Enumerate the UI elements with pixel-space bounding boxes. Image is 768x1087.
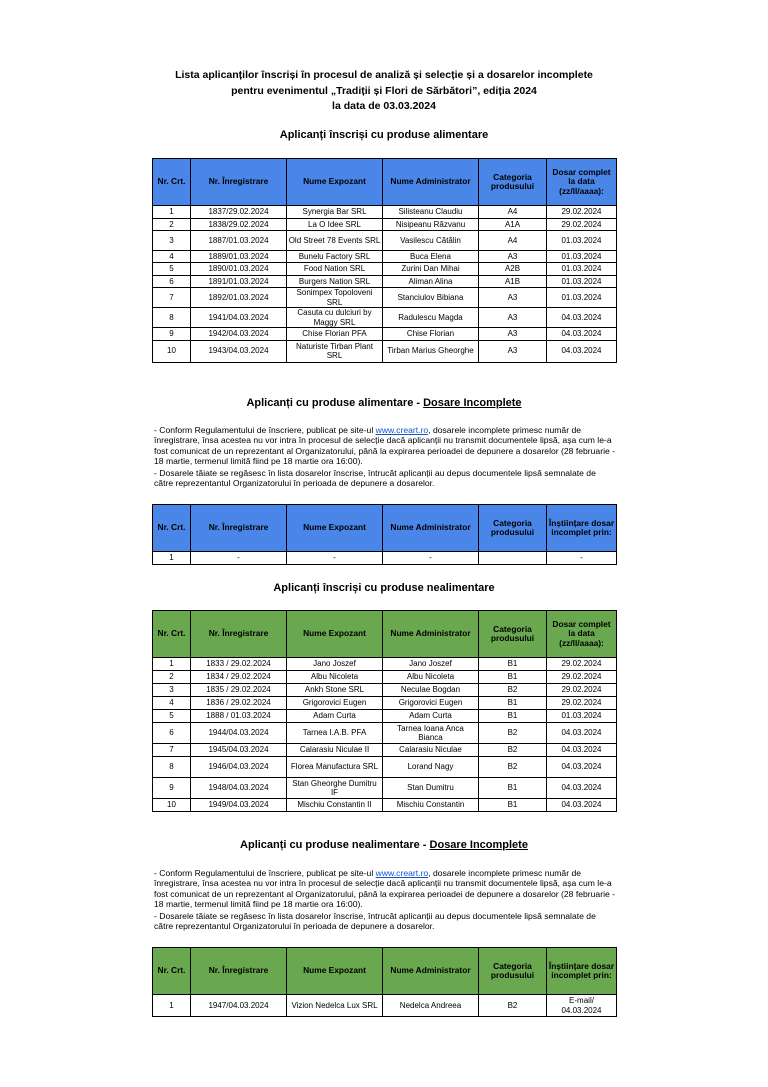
- cell-status: 04.03.2024: [547, 340, 617, 362]
- note-striked-paragraph: - Dosarele tăiate se regăsesc în lista dosarelor înscrise, întrucât aplicanții au depus documentele lipsă semnalate de către reprezentantul Organizatorului în perioada de depunere a dosarelor.: [154, 467, 596, 489]
- table-row: [153, 275, 617, 288]
- doc-title-line-1: Lista aplicanților înscriși în procesul de analiză și selecție și a dosarelor incomplete: [175, 69, 593, 81]
- section-title-nonfood-incomplete: [0, 839, 768, 851]
- cell-nr-inregistrare: 1887/01.03.2024: [191, 231, 287, 251]
- cell-categoria-produsului: B1: [479, 697, 547, 710]
- cell-categoria-produsului: A3: [479, 250, 547, 263]
- cell-status: 29.02.2024: [547, 206, 617, 219]
- cell-status: 01.03.2024: [547, 710, 617, 723]
- table-row: [153, 799, 617, 812]
- cell-status: 29.02.2024: [547, 218, 617, 231]
- cell-nr-crt: 2: [153, 671, 191, 684]
- section-title-text: Aplicanți cu produse nealimentare -: [240, 839, 430, 851]
- table-row: [153, 231, 617, 251]
- cell-nr-crt: 3: [153, 231, 191, 251]
- header-nume-administrator: Nume Administrator: [383, 948, 479, 995]
- doc-title-line-2: pentru evenimentul „Tradiții și Flori de Sărbători”, ediția 2024: [231, 85, 537, 97]
- cell-nume-administrator: Radulescu Magda: [383, 308, 479, 328]
- cell-status: 01.03.2024: [547, 263, 617, 276]
- cell-nr-crt: 4: [153, 697, 191, 710]
- cell-nume-administrator: Zurini Dan Mihai: [383, 263, 479, 276]
- header-nr-crt: Nr. Crt.: [153, 948, 191, 995]
- table-row: [153, 723, 617, 744]
- cell-status: 04.03.2024: [547, 744, 617, 757]
- cell-status: 29.02.2024: [547, 658, 617, 671]
- cell-status: 29.02.2024: [547, 671, 617, 684]
- cell-categoria-produsului: B2: [479, 723, 547, 744]
- cell-nr-inregistrare: 1947/04.03.2024: [191, 995, 287, 1017]
- cell-nr-crt: 1: [153, 658, 191, 671]
- cell-nr-inregistrare: 1941/04.03.2024: [191, 308, 287, 328]
- header-nume-administrator: Nume Administrator: [383, 505, 479, 552]
- header-categoria-produsului: Categoria produsului: [479, 948, 547, 995]
- cell-nume-administrator: Lorand Nagy: [383, 757, 479, 778]
- cell-nr-crt: 6: [153, 723, 191, 744]
- cell-nr-inregistrare: 1892/01.03.2024: [191, 288, 287, 308]
- table-header-row: [153, 159, 617, 206]
- cell-nume-expozant: Ankh Stone SRL: [287, 684, 383, 697]
- cell-status: 04.03.2024: [547, 723, 617, 744]
- cell-nume-expozant: Grigorovici Eugen: [287, 697, 383, 710]
- note-text: - Conform Regulamentului de înscriere, publicat pe site-ul: [154, 868, 376, 878]
- cell-nr-inregistrare: 1890/01.03.2024: [191, 263, 287, 276]
- table-food-incomplete: [152, 504, 617, 565]
- cell-nume-expozant: Bunelu Factory SRL: [287, 250, 383, 263]
- cell-nume-administrator: Nisipeanu Răzvanu: [383, 218, 479, 231]
- cell-nr-inregistrare: 1838/29.02.2024: [191, 218, 287, 231]
- table-header-row: [153, 948, 617, 995]
- cell-status: 29.02.2024: [547, 684, 617, 697]
- cell-nume-expozant: -: [287, 552, 383, 565]
- table-row: [153, 340, 617, 362]
- cell-categoria-produsului: [479, 552, 547, 565]
- cell-nume-expozant: Mischiu Constantin II: [287, 799, 383, 812]
- cell-status: 01.03.2024: [547, 250, 617, 263]
- cell-nr-inregistrare: 1834 / 29.02.2024: [191, 671, 287, 684]
- note-food-incomplete: [154, 425, 616, 489]
- table-row: [153, 263, 617, 276]
- cell-categoria-produsului: A3: [479, 308, 547, 328]
- cell-nume-expozant: Naturiste Tirban Plant SRL: [287, 340, 383, 362]
- header-nr-crt: Nr. Crt.: [153, 159, 191, 206]
- header-nume-administrator: Nume Administrator: [383, 159, 479, 206]
- cell-nr-inregistrare: 1944/04.03.2024: [191, 723, 287, 744]
- cell-status: 04.03.2024: [547, 778, 617, 799]
- cell-categoria-produsului: B1: [479, 658, 547, 671]
- table-row: [153, 710, 617, 723]
- cell-status: 04.03.2024: [547, 799, 617, 812]
- header-nume-administrator: Nume Administrator: [383, 611, 479, 658]
- header-status: Dosar complet la data (zz/ll/aaaa):: [547, 159, 617, 206]
- cell-nume-administrator: Tirban Marius Gheorghe: [383, 340, 479, 362]
- table-header-row: [153, 611, 617, 658]
- cell-nr-inregistrare: 1891/01.03.2024: [191, 275, 287, 288]
- table-row: [153, 671, 617, 684]
- cell-categoria-produsului: A3: [479, 328, 547, 341]
- cell-status: 01.03.2024: [547, 288, 617, 308]
- cell-nr-crt: 9: [153, 328, 191, 341]
- cell-nume-administrator: Aliman Alina: [383, 275, 479, 288]
- note-text: , dosarele incomplete primesc număr de înregistrare, însa acestea nu vor intra în procesul de selecție dacă aplicanții nu transmit documentele lipsă, așa cum le-a fost comunicat de un reprezentant al Organizatorului, până la expirarea perioadei de depunere a dosarelor (28 februarie - 18 martie, termenul limită fiind pe 18 martie ora 16:00).: [154, 868, 616, 910]
- cell-nr-crt: 10: [153, 340, 191, 362]
- header-nr-crt: Nr. Crt.: [153, 611, 191, 658]
- table-nonfood-incomplete: [152, 947, 617, 1017]
- table-nonfood-registered: [152, 610, 617, 812]
- cell-nr-inregistrare: 1949/04.03.2024: [191, 799, 287, 812]
- cell-nume-administrator: Adam Curta: [383, 710, 479, 723]
- header-status: Înștiințare dosar incomplet prin:: [547, 948, 617, 995]
- cell-nume-administrator: Jano Joszef: [383, 658, 479, 671]
- creart-link[interactable]: www.creart.ro: [375, 425, 429, 435]
- table-row: [153, 697, 617, 710]
- cell-categoria-produsului: B1: [479, 671, 547, 684]
- section-title-nonfood-registered: Aplicanți înscriși cu produse nealimentare: [273, 582, 495, 594]
- cell-status: -: [547, 552, 617, 565]
- cell-nume-expozant: Vizion Nedelca Lux SRL: [287, 995, 383, 1017]
- cell-nume-administrator: Buca Elena: [383, 250, 479, 263]
- cell-nr-inregistrare: 1888 / 01.03.2024: [191, 710, 287, 723]
- section-title-food-incomplete: [0, 397, 768, 409]
- cell-categoria-produsului: A4: [479, 206, 547, 219]
- cell-nr-crt: 1: [153, 995, 191, 1017]
- cell-categoria-produsului: B1: [479, 778, 547, 799]
- cell-nume-administrator: Chise Florian: [383, 328, 479, 341]
- cell-nume-expozant: Casuta cu dulciuri by Maggy SRL: [287, 308, 383, 328]
- cell-nume-administrator: Grigorovici Eugen: [383, 697, 479, 710]
- cell-nume-expozant: Synergia Bar SRL: [287, 206, 383, 219]
- cell-nr-crt: 5: [153, 263, 191, 276]
- doc-title-date: la data de 03.03.2024: [332, 100, 436, 112]
- table-row: [153, 308, 617, 328]
- cell-status: 29.02.2024: [547, 697, 617, 710]
- cell-status: 04.03.2024: [547, 308, 617, 328]
- table-row: [153, 658, 617, 671]
- note-nonfood-incomplete: [154, 868, 616, 932]
- cell-nr-crt: 1: [153, 206, 191, 219]
- cell-nr-inregistrare: 1833 / 29.02.2024: [191, 658, 287, 671]
- table-row: [153, 288, 617, 308]
- header-nume-expozant: Nume Expozant: [287, 159, 383, 206]
- table-row: [153, 995, 617, 1017]
- header-categoria-produsului: Categoria produsului: [479, 159, 547, 206]
- cell-categoria-produsului: B2: [479, 744, 547, 757]
- table-food-registered: [152, 158, 617, 363]
- header-nr-inregistrare: Nr. Înregistrare: [191, 611, 287, 658]
- cell-nume-expozant: Old Street 78 Events SRL: [287, 231, 383, 251]
- header-nume-expozant: Nume Expozant: [287, 611, 383, 658]
- cell-nume-expozant: Jano Joszef: [287, 658, 383, 671]
- table-header-row: [153, 505, 617, 552]
- cell-nr-crt: 8: [153, 308, 191, 328]
- header-status: Înștiințare dosar incomplet prin:: [547, 505, 617, 552]
- cell-categoria-produsului: B1: [479, 799, 547, 812]
- cell-nr-crt: 5: [153, 710, 191, 723]
- cell-nume-expozant: Albu Nicoleta: [287, 671, 383, 684]
- cell-nr-crt: 9: [153, 778, 191, 799]
- cell-nume-administrator: Stanciulov Bibiana: [383, 288, 479, 308]
- cell-nr-inregistrare: 1889/01.03.2024: [191, 250, 287, 263]
- header-categoria-produsului: Categoria produsului: [479, 505, 547, 552]
- cell-categoria-produsului: A4: [479, 231, 547, 251]
- cell-categoria-produsului: B2: [479, 995, 547, 1017]
- cell-nume-administrator: -: [383, 552, 479, 565]
- cell-categoria-produsului: A3: [479, 288, 547, 308]
- cell-nume-expozant: Tarnea I.A.B. PFA: [287, 723, 383, 744]
- cell-nume-expozant: Florea Manufactura SRL: [287, 757, 383, 778]
- table-row: [153, 328, 617, 341]
- cell-nume-expozant: Food Nation SRL: [287, 263, 383, 276]
- cell-nr-inregistrare: 1948/04.03.2024: [191, 778, 287, 799]
- section-title-underlined: Dosare Incomplete: [429, 839, 528, 851]
- table-row: [153, 552, 617, 565]
- cell-nume-administrator: Mischiu Constantin: [383, 799, 479, 812]
- section-title-text: Aplicanți cu produse alimentare -: [246, 397, 424, 409]
- cell-nume-administrator: Calarasiu Niculae: [383, 744, 479, 757]
- cell-nr-inregistrare: 1945/04.03.2024: [191, 744, 287, 757]
- cell-nume-expozant: Sonimpex Topoloveni SRL: [287, 288, 383, 308]
- cell-nr-crt: 10: [153, 799, 191, 812]
- cell-nume-expozant: Adam Curta: [287, 710, 383, 723]
- cell-nume-expozant: Chise Florian PFA: [287, 328, 383, 341]
- cell-nume-expozant: Stan Gheorghe Dumitru IF: [287, 778, 383, 799]
- cell-nr-crt: 2: [153, 218, 191, 231]
- cell-status: 01.03.2024: [547, 231, 617, 251]
- cell-nr-crt: 7: [153, 288, 191, 308]
- cell-nr-crt: 8: [153, 757, 191, 778]
- cell-nr-inregistrare: 1942/04.03.2024: [191, 328, 287, 341]
- section-title-food-registered: Aplicanți înscriși cu produse alimentare: [279, 129, 489, 141]
- cell-categoria-produsului: B1: [479, 710, 547, 723]
- table-row: [153, 757, 617, 778]
- cell-nr-crt: 4: [153, 250, 191, 263]
- table-row: [153, 206, 617, 219]
- cell-nr-crt: 3: [153, 684, 191, 697]
- note-rule-paragraph: [154, 425, 616, 467]
- table-row: [153, 250, 617, 263]
- cell-nr-inregistrare: 1943/04.03.2024: [191, 340, 287, 362]
- table-row: [153, 744, 617, 757]
- cell-status: 04.03.2024: [547, 328, 617, 341]
- cell-categoria-produsului: A1B: [479, 275, 547, 288]
- cell-nume-administrator: Vasilescu Cătălin: [383, 231, 479, 251]
- note-striked-paragraph: - Dosarele tăiate se regăsesc în lista dosarelor înscrise, întrucât aplicanții au depus documentele lipsă semnalate de către reprezentantul Organizatorului în perioada de depunere a dosarelor.: [154, 910, 596, 932]
- cell-nr-inregistrare: -: [191, 552, 287, 565]
- cell-nume-expozant: Burgers Nation SRL: [287, 275, 383, 288]
- creart-link[interactable]: www.creart.ro: [375, 868, 429, 878]
- cell-status: 04.03.2024: [547, 757, 617, 778]
- cell-categoria-produsului: A3: [479, 340, 547, 362]
- cell-nume-expozant: Calarasiu Niculae II: [287, 744, 383, 757]
- cell-nr-inregistrare: 1836 / 29.02.2024: [191, 697, 287, 710]
- header-status: Dosar complet la data (zz/ll/aaaa):: [547, 611, 617, 658]
- cell-nume-administrator: Silisteanu Claudiu: [383, 206, 479, 219]
- cell-categoria-produsului: A1A: [479, 218, 547, 231]
- table-row: [153, 684, 617, 697]
- cell-nr-inregistrare: 1946/04.03.2024: [191, 757, 287, 778]
- table-row: [153, 778, 617, 799]
- cell-nume-administrator: Nedelca Andreea: [383, 995, 479, 1017]
- cell-categoria-produsului: B2: [479, 757, 547, 778]
- cell-nume-expozant: La O Idee SRL: [287, 218, 383, 231]
- note-text: - Conform Regulamentului de înscriere, publicat pe site-ul: [154, 425, 376, 435]
- cell-nr-crt: 6: [153, 275, 191, 288]
- note-text: , dosarele incomplete primesc număr de înregistrare, însa acestea nu vor intra în procesul de selecție dacă aplicanții nu transmit documentele lipsă, așa cum le-a fost comunicat de un reprezentant al Organizatorului, până la expirarea perioadei de depunere a dosarelor (28 februarie - 18 martie, termenul limită fiind pe 18 martie ora 16:00).: [154, 425, 616, 467]
- cell-nr-crt: 7: [153, 744, 191, 757]
- cell-nr-inregistrare: 1835 / 29.02.2024: [191, 684, 287, 697]
- cell-nr-inregistrare: 1837/29.02.2024: [191, 206, 287, 219]
- cell-status: 01.03.2024: [547, 275, 617, 288]
- cell-status: E-mail/ 04.03.2024: [547, 995, 617, 1017]
- cell-nr-crt: 1: [153, 552, 191, 565]
- cell-nume-administrator: Stan Dumitru: [383, 778, 479, 799]
- section-title-underlined: Dosare Incomplete: [423, 397, 522, 409]
- cell-categoria-produsului: B2: [479, 684, 547, 697]
- cell-categoria-produsului: A2B: [479, 263, 547, 276]
- header-nr-crt: Nr. Crt.: [153, 505, 191, 552]
- table-row: [153, 218, 617, 231]
- header-nume-expozant: Nume Expozant: [287, 948, 383, 995]
- cell-nume-administrator: Neculae Bogdan: [383, 684, 479, 697]
- header-nr-inregistrare: Nr. Înregistrare: [191, 948, 287, 995]
- header-nr-inregistrare: Nr. Înregistrare: [191, 159, 287, 206]
- cell-nume-administrator: Albu Nicoleta: [383, 671, 479, 684]
- cell-nume-administrator: Tarnea Ioana Anca Bianca: [383, 723, 479, 744]
- header-nume-expozant: Nume Expozant: [287, 505, 383, 552]
- note-rule-paragraph: [154, 868, 616, 910]
- header-nr-inregistrare: Nr. Înregistrare: [191, 505, 287, 552]
- header-categoria-produsului: Categoria produsului: [479, 611, 547, 658]
